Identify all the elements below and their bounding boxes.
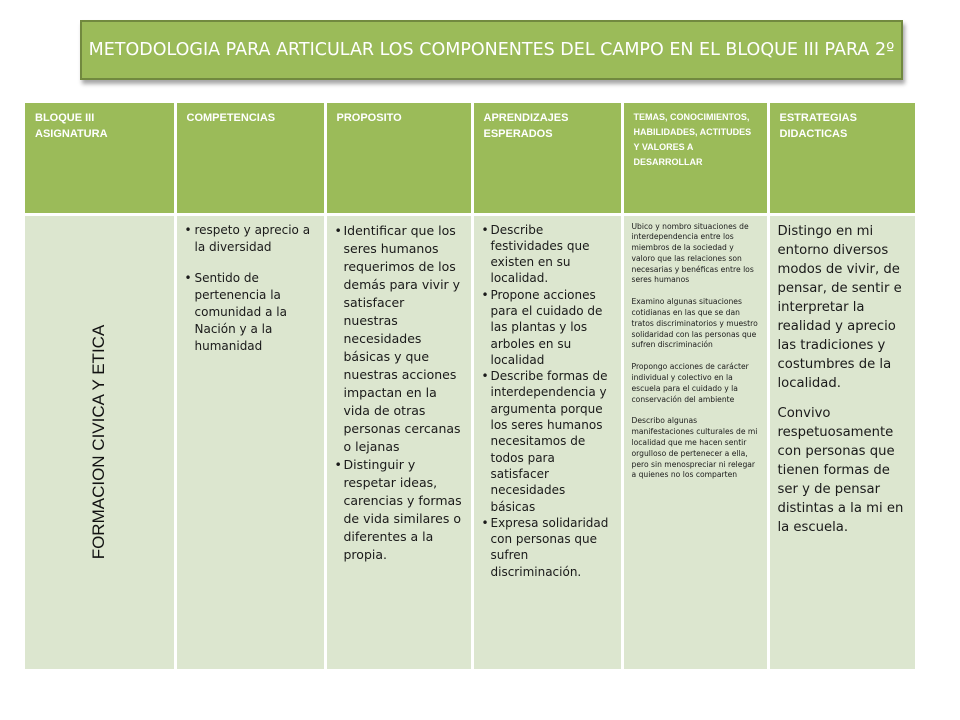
proposito-cell: [325, 214, 472, 669]
aprendizajes-list: [482, 222, 613, 581]
competencia-item: • Sentido de pertenencia la comunidad a la Nación y a la humanidad: [185, 270, 316, 355]
subject-cell: [25, 214, 175, 669]
tema-paragraph: Describo algunas manifestaciones culturales de mi localidad que me hacen sentir orgulloso de pertenecer a ella, pero sin menospreciar ni relegar a quienes no los comparten: [631, 416, 758, 480]
competencia-item: • respeto y aprecio a la diversidad: [185, 222, 316, 256]
aprendizaje-item: • Expresa solidaridad con personas que sufren discriminación.: [482, 515, 613, 580]
header-row: [25, 103, 915, 214]
header-aprendizajes-esperados: APRENDIZAJES ESPERADOS: [472, 103, 622, 214]
header-estrategias-didacticas: ESTRATEGIAS DIDACTICAS: [768, 103, 915, 214]
header-bloque-asignatura: BLOQUE III ASIGNATURA: [25, 103, 175, 214]
header-temas: TEMAS, CONOCIMIENTOS, HABILIDADES, ACTITUDES Y VALORES A DESARROLLAR: [622, 103, 768, 214]
aprendizaje-item: • Describe festividades que existen en su localidad.: [482, 222, 613, 287]
aprendizaje-item: • Describe formas de interdependencia y argumenta porque los seres humanos necesitamos de todos para satisfacer necesidades básicas: [482, 368, 613, 515]
content-row: [25, 214, 915, 669]
header-proposito: PROPOSITO: [325, 103, 472, 214]
page-title: METODOLOGIA PARA ARTICULAR LOS COMPONENTES DEL CAMPO EN EL BLOQUE III PARA 2º: [80, 20, 903, 80]
tema-paragraph: Examino algunas situaciones cotidianas en las que se dan tratos discriminatorios y muestro solidaridad con las personas que sufren discriminación: [631, 297, 758, 350]
methodology-table: [25, 103, 915, 669]
tema-paragraph: Ubico y nombro situaciones de interdependencia entre los miembros de la sociedad y valoro que las relaciones son necesarias y benéficas entre los seres humanos: [631, 221, 754, 285]
aprendizaje-item: • Propone acciones para el cuidado de las plantas y los arboles en su localidad: [482, 287, 613, 368]
proposito-list: [335, 222, 463, 564]
aprendizajes-cell: [472, 214, 622, 669]
proposito-item: • Distinguir y respetar ideas, carencias y formas de vida similares o diferentes a la propia.: [335, 456, 463, 564]
competencias-cell: [175, 214, 325, 669]
estrategia-paragraph: Distingo en mi entorno diversos modos de vivir, de pensar, de sentir e interpretar la realidad y aprecio las tradiciones y costumbres de la localidad.: [777, 223, 902, 391]
competencias-list: [185, 222, 316, 355]
tema-paragraph: Propongo acciones de carácter individual y colectivo en la escuela para el cuidado y la conservación del ambiente: [631, 362, 749, 404]
header-competencias: COMPETENCIAS: [175, 103, 325, 214]
subject-label: FORMACION CIVICA Y ETICA: [89, 324, 109, 560]
estrategia-paragraph: Convivo respetuosamente con personas que tienen formas de ser y de pensar distintas a la mi en la escuela.: [777, 405, 904, 535]
temas-cell: [622, 214, 768, 669]
estrategias-cell: [768, 214, 915, 669]
proposito-item: • Identificar que los seres humanos requerimos de los demás para vivir y satisfacer nuestras necesidades básicas y que nuestras acciones impactan en la vida de otras personas cercanas o lejanas: [335, 222, 463, 456]
